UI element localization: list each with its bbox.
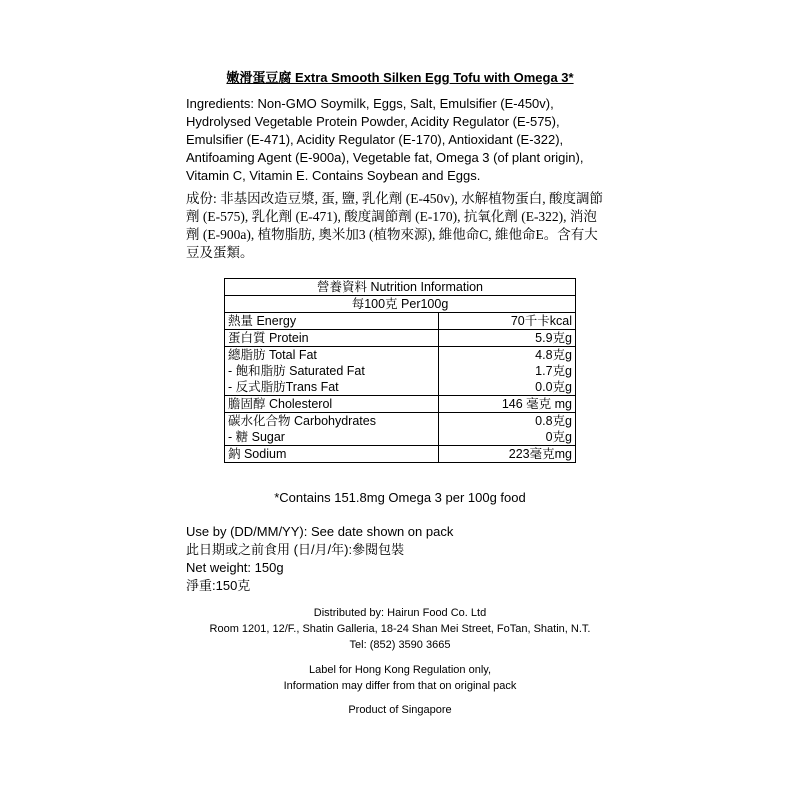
nutrient-value: 1.7克g	[439, 363, 576, 379]
nutrient-value: 70千卡kcal	[439, 313, 576, 330]
nutrient-value: 146 毫克 mg	[439, 396, 576, 413]
nutrient-value: 4.8克g	[439, 347, 576, 364]
nutrient-value: 0克g	[439, 429, 576, 446]
use-by-english: Use by (DD/MM/YY): See date shown on pack	[186, 524, 454, 539]
ingredients-english: Ingredients: Non-GMO Soymilk, Eggs, Salt, Emulsifier (E-450v), Hydrolysed Vegetable Protein Powder, Acidity Regulator (E-575), Emulsifier (E-471), Acidity Regulator (E-170), Antioxidant (E-322), Antifoaming Agent (E-900a), Vegetable fat, Omega 3 (of plant origin), Vitamin C, Vitamin E. Contains Soybean and Eggs.	[186, 96, 584, 183]
nutrient-value: 5.9克g	[439, 330, 576, 347]
regulation-note-line1: Label for Hong Kong Regulation only,	[308, 664, 492, 676]
nutrition-row-sodium	[225, 446, 576, 463]
nutrition-row-sugar	[225, 429, 576, 446]
nutrient-label: 蛋白質 Protein	[225, 330, 439, 347]
nutrition-per-row	[225, 296, 576, 313]
nutrition-table	[224, 278, 576, 463]
nutrient-label: 鈉 Sodium	[225, 446, 439, 463]
country-of-origin: Product of Singapore	[348, 704, 452, 716]
nutrient-label: 總脂肪 Total Fat	[225, 347, 439, 364]
omega3-footnote: *Contains 151.8mg Omega 3 per 100g food	[274, 490, 526, 505]
nutrient-value: 0.0克g	[439, 379, 576, 396]
product-title: 嫩滑蛋豆腐 Extra Smooth Silken Egg Tofu with Omega 3*	[226, 70, 574, 85]
nutrition-header: 營養資料 Nutrition Information	[225, 279, 576, 296]
nutrient-value: 223毫克mg	[439, 446, 576, 463]
net-weight-chinese: 淨重:150克	[186, 578, 251, 593]
nutrient-label: 膽固醇 Cholesterol	[225, 396, 439, 413]
distributor-name: Distributed by: Hairun Food Co. Ltd	[313, 607, 487, 619]
nutrient-label: - 反式脂肪Trans Fat	[225, 379, 439, 396]
date-weight-block	[186, 523, 453, 595]
regulation-note	[0, 662, 800, 694]
nutrition-header-row	[225, 279, 576, 296]
distributor-block	[0, 605, 800, 653]
nutrition-row-trans-fat	[225, 379, 576, 396]
nutrient-label: - 糖 Sugar	[225, 429, 439, 446]
nutrition-row-saturated-fat	[225, 363, 576, 379]
regulation-note-line2: Information may differ from that on original pack	[283, 680, 517, 692]
nutrition-row-cholesterol	[225, 396, 576, 413]
nutrition-row-protein	[225, 330, 576, 347]
nutrient-label: 熱量 Energy	[225, 313, 439, 330]
nutrition-row-energy	[225, 313, 576, 330]
nutrient-label: - 飽和脂肪 Saturated Fat	[225, 363, 439, 379]
net-weight-english: Net weight: 150g	[186, 560, 284, 575]
nutrition-per: 每100克 Per100g	[225, 296, 576, 313]
nutrition-row-carbohydrates	[225, 413, 576, 430]
nutrition-row-total-fat	[225, 347, 576, 364]
use-by-chinese: 此日期或之前食用 (日/月/年):參閱包裝	[186, 542, 405, 557]
distributor-address: Room 1201, 12/F., Shatin Galleria, 18-24 Shan Mei Street, FoTan, Shatin, N.T.	[209, 623, 591, 635]
ingredients-chinese: 成份: 非基因改造豆漿, 蛋, 鹽, 乳化劑 (E-450v), 水解植物蛋白, 酸度調節劑 (E-575), 乳化劑 (E-471), 酸度調節劑 (E-170), 抗氧化劑 (E-322), 消泡劑 (E-900a), 植物脂肪, 奧米加3 (植物來源), 維他命C, 維他命E。含有大豆及蛋類。	[186, 191, 603, 260]
nutrient-value: 0.8克g	[439, 413, 576, 430]
distributor-phone: Tel: (852) 3590 3665	[349, 639, 451, 651]
nutrient-label: 碳水化合物 Carbohydrates	[225, 413, 439, 430]
